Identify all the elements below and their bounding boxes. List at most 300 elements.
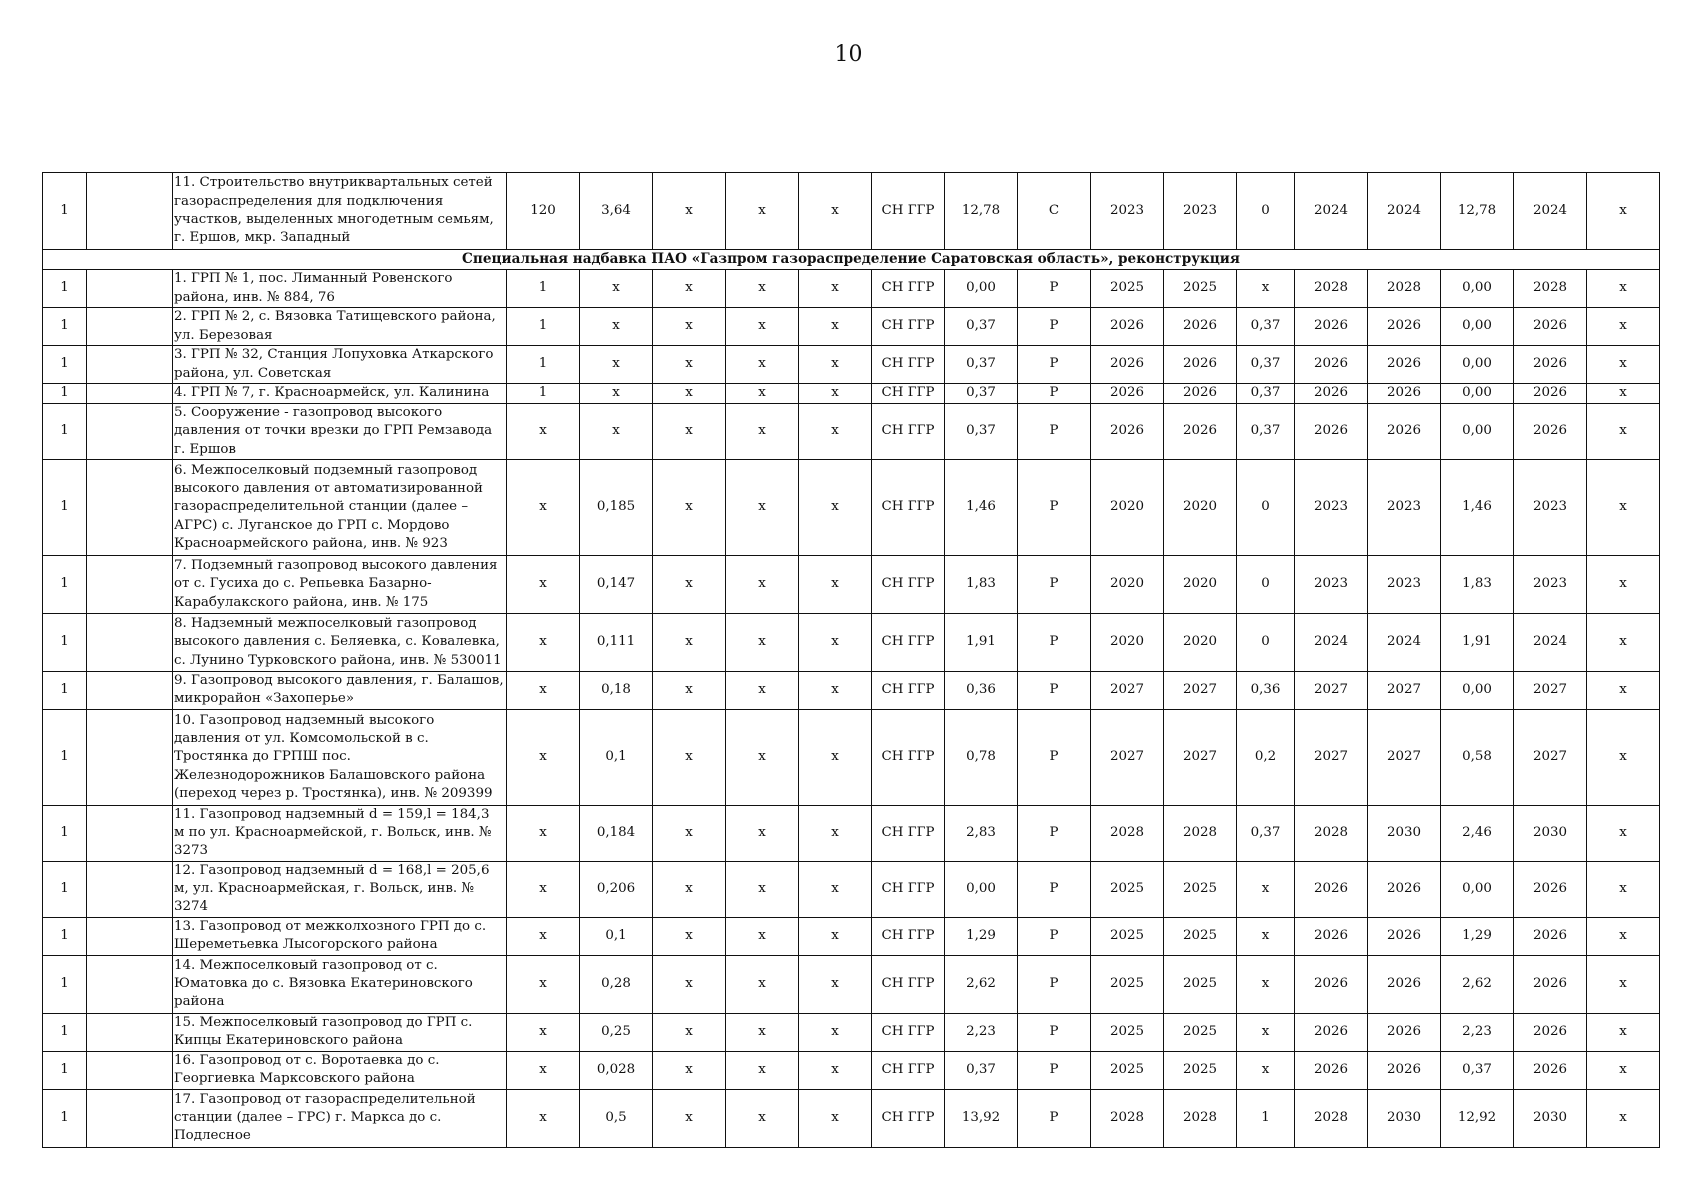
table-cell: 2027 bbox=[1295, 709, 1368, 805]
table-cell: 2026 bbox=[1368, 1013, 1441, 1051]
table-cell: x bbox=[653, 955, 726, 1013]
table-cell: 0,1 bbox=[580, 917, 653, 955]
table-cell: 0,78 bbox=[945, 709, 1018, 805]
table-row bbox=[43, 1051, 1660, 1089]
table-cell: 2023 bbox=[1368, 459, 1441, 555]
table-cell: x bbox=[726, 955, 799, 1013]
table-cell: Р bbox=[1018, 1013, 1091, 1051]
table-cell: 12,78 bbox=[1441, 173, 1514, 250]
table-cell: 0 bbox=[1237, 555, 1295, 613]
table-cell: x bbox=[507, 955, 580, 1013]
table-cell: 2030 bbox=[1368, 805, 1441, 861]
table-cell: 2026 bbox=[1295, 861, 1368, 917]
table-cell: 2026 bbox=[1091, 384, 1164, 404]
table-cell: 0 bbox=[1237, 459, 1295, 555]
row-number-cell: 1 bbox=[43, 955, 87, 1013]
table-row bbox=[43, 861, 1660, 917]
table-cell: x bbox=[726, 709, 799, 805]
table-cell: 0,00 bbox=[1441, 404, 1514, 460]
table-cell: x bbox=[1587, 709, 1660, 805]
table-cell: x bbox=[1587, 1089, 1660, 1147]
table-cell: СН ГГР bbox=[872, 709, 945, 805]
table-cell: СН ГГР bbox=[872, 555, 945, 613]
table-cell: СН ГГР bbox=[872, 459, 945, 555]
table-cell: 0,1 bbox=[580, 709, 653, 805]
table-cell: СН ГГР bbox=[872, 308, 945, 346]
table-cell: 2026 bbox=[1514, 1051, 1587, 1089]
table-cell: 2,83 bbox=[945, 805, 1018, 861]
table-cell: 0,37 bbox=[1237, 805, 1295, 861]
table-cell: x bbox=[1587, 555, 1660, 613]
table-cell: 2023 bbox=[1295, 459, 1368, 555]
table-cell: 2028 bbox=[1164, 1089, 1237, 1147]
row-number-cell: 1 bbox=[43, 1089, 87, 1147]
table-cell bbox=[87, 459, 173, 555]
table-row bbox=[43, 308, 1660, 346]
table-cell: Р bbox=[1018, 555, 1091, 613]
table-cell: x bbox=[799, 404, 872, 460]
row-number-cell: 1 bbox=[43, 613, 87, 671]
table-cell: 2026 bbox=[1368, 955, 1441, 1013]
table-cell bbox=[87, 1089, 173, 1147]
table-cell: 0,36 bbox=[945, 671, 1018, 709]
table-cell: 1,46 bbox=[1441, 459, 1514, 555]
table-cell: x bbox=[653, 404, 726, 460]
table-cell bbox=[87, 173, 173, 250]
table-cell: 2025 bbox=[1091, 1051, 1164, 1089]
table-cell: 2023 bbox=[1514, 459, 1587, 555]
table-cell: x bbox=[1237, 270, 1295, 308]
table-cell: 2023 bbox=[1091, 173, 1164, 250]
table-cell: 2023 bbox=[1164, 173, 1237, 250]
table-cell: 1,91 bbox=[945, 613, 1018, 671]
table-cell: x bbox=[1587, 404, 1660, 460]
table-cell: x bbox=[799, 1089, 872, 1147]
table-cell: 2030 bbox=[1514, 805, 1587, 861]
table-cell: 2023 bbox=[1295, 555, 1368, 613]
table-cell bbox=[87, 1051, 173, 1089]
table-cell: x bbox=[653, 805, 726, 861]
table-cell: СН ГГР bbox=[872, 404, 945, 460]
table-cell: 2026 bbox=[1368, 1051, 1441, 1089]
table-row bbox=[43, 805, 1660, 861]
row-number-cell: 1 bbox=[43, 861, 87, 917]
table-cell: СН ГГР bbox=[872, 917, 945, 955]
table-row bbox=[43, 1089, 1660, 1147]
table-cell: 2020 bbox=[1091, 555, 1164, 613]
table-cell: x bbox=[580, 384, 653, 404]
table-cell: x bbox=[507, 459, 580, 555]
table-cell: x bbox=[726, 805, 799, 861]
table-cell: 1 bbox=[507, 346, 580, 384]
table-cell: x bbox=[799, 1051, 872, 1089]
table-cell: x bbox=[1587, 270, 1660, 308]
table-cell: 2026 bbox=[1514, 917, 1587, 955]
table-cell bbox=[87, 384, 173, 404]
table-cell: 0,00 bbox=[1441, 861, 1514, 917]
table-cell: x bbox=[653, 555, 726, 613]
table-cell: 2028 bbox=[1514, 270, 1587, 308]
table-cell: 2028 bbox=[1368, 270, 1441, 308]
table-cell: x bbox=[507, 1051, 580, 1089]
object-description-cell: 11. Газопровод надземный d = 159,l = 184,3 м по ул. Красноармейской, г. Вольск, инв. № 3273 bbox=[173, 805, 507, 861]
table-cell: 0,37 bbox=[1441, 1051, 1514, 1089]
object-description-cell: 4. ГРП № 7, г. Красноармейск, ул. Калинина bbox=[173, 384, 507, 404]
table-cell: 2026 bbox=[1514, 384, 1587, 404]
table-cell: 2027 bbox=[1295, 671, 1368, 709]
table-cell: x bbox=[1237, 955, 1295, 1013]
object-description-cell: 7. Подземный газопровод высокого давления от с. Гусиха до с. Репьевка Базарно-Карабулакского района, инв. № 175 bbox=[173, 555, 507, 613]
table-row bbox=[43, 709, 1660, 805]
table-row bbox=[43, 955, 1660, 1013]
table-cell: 0,00 bbox=[945, 861, 1018, 917]
table-cell: x bbox=[1587, 805, 1660, 861]
table-cell: СН ГГР bbox=[872, 861, 945, 917]
table-cell: 0,37 bbox=[945, 308, 1018, 346]
table-cell: 2024 bbox=[1368, 613, 1441, 671]
row-number-cell: 1 bbox=[43, 555, 87, 613]
table-cell: 2027 bbox=[1368, 709, 1441, 805]
table-cell: x bbox=[653, 917, 726, 955]
table-cell: x bbox=[653, 384, 726, 404]
table-cell: x bbox=[653, 861, 726, 917]
table-cell: 2020 bbox=[1091, 459, 1164, 555]
table-cell: 2024 bbox=[1368, 173, 1441, 250]
row-number-cell: 1 bbox=[43, 308, 87, 346]
table-cell: 0,37 bbox=[1237, 346, 1295, 384]
table-cell: 0,2 bbox=[1237, 709, 1295, 805]
table-cell: x bbox=[653, 1089, 726, 1147]
table-cell bbox=[87, 917, 173, 955]
table-cell: x bbox=[1237, 861, 1295, 917]
table-cell: 2020 bbox=[1164, 459, 1237, 555]
table-cell: 2026 bbox=[1368, 384, 1441, 404]
table-cell: 2026 bbox=[1368, 404, 1441, 460]
object-description-cell: 9. Газопровод высокого давления, г. Балашов, микрорайон «Захоперье» bbox=[173, 671, 507, 709]
table-cell: x bbox=[1587, 861, 1660, 917]
table-cell: 0,028 bbox=[580, 1051, 653, 1089]
table-cell: 2020 bbox=[1164, 555, 1237, 613]
table-cell: 2020 bbox=[1091, 613, 1164, 671]
table-cell: Р bbox=[1018, 384, 1091, 404]
table-cell: 12,92 bbox=[1441, 1089, 1514, 1147]
table-cell: 2025 bbox=[1091, 270, 1164, 308]
table-cell: 0,37 bbox=[1237, 384, 1295, 404]
table-cell bbox=[87, 1013, 173, 1051]
table-cell: x bbox=[1237, 1013, 1295, 1051]
table-cell: 2026 bbox=[1164, 384, 1237, 404]
table-cell: x bbox=[507, 1013, 580, 1051]
table-cell: 2026 bbox=[1164, 308, 1237, 346]
table-cell: x bbox=[1237, 1051, 1295, 1089]
table-cell: 0,37 bbox=[945, 384, 1018, 404]
table-cell: 1,46 bbox=[945, 459, 1018, 555]
table-cell: 0,37 bbox=[945, 346, 1018, 384]
table-cell: Р bbox=[1018, 1051, 1091, 1089]
table-cell: 2028 bbox=[1091, 1089, 1164, 1147]
object-description-cell: 14. Межпоселковый газопровод от с. Юматовка до с. Вязовка Екатериновского района bbox=[173, 955, 507, 1013]
table-cell: x bbox=[580, 346, 653, 384]
table-cell: x bbox=[1587, 1013, 1660, 1051]
table-cell: x bbox=[1587, 173, 1660, 250]
table-cell: 2,46 bbox=[1441, 805, 1514, 861]
object-description-cell: 3. ГРП № 32, Станция Лопуховка Аткарского района, ул. Советская bbox=[173, 346, 507, 384]
table-cell: 1,83 bbox=[1441, 555, 1514, 613]
table-cell: СН ГГР bbox=[872, 346, 945, 384]
table-cell: x bbox=[507, 917, 580, 955]
table-cell: x bbox=[580, 404, 653, 460]
object-description-cell: 2. ГРП № 2, с. Вязовка Татищевского района, ул. Березовая bbox=[173, 308, 507, 346]
table-row bbox=[43, 384, 1660, 404]
table-cell bbox=[87, 805, 173, 861]
table-cell: x bbox=[726, 555, 799, 613]
table-cell: СН ГГР bbox=[872, 1051, 945, 1089]
table-cell: Р bbox=[1018, 270, 1091, 308]
table-cell: x bbox=[726, 1013, 799, 1051]
table-cell: x bbox=[653, 308, 726, 346]
table-cell: x bbox=[799, 917, 872, 955]
table-cell: x bbox=[580, 308, 653, 346]
table-cell: 0,28 bbox=[580, 955, 653, 1013]
table-row bbox=[43, 173, 1660, 250]
table-cell: 2024 bbox=[1514, 613, 1587, 671]
table-cell: x bbox=[799, 709, 872, 805]
table-cell: 2026 bbox=[1295, 404, 1368, 460]
object-description-cell: 8. Надземный межпоселковый газопровод высокого давления с. Беляевка, с. Ковалевка, с. Лунино Турковского района, инв. № 530011 bbox=[173, 613, 507, 671]
table-cell: 120 bbox=[507, 173, 580, 250]
table-row bbox=[43, 459, 1660, 555]
table-cell: 2024 bbox=[1295, 173, 1368, 250]
table-cell: x bbox=[507, 613, 580, 671]
table-cell: 2025 bbox=[1091, 955, 1164, 1013]
table-cell: x bbox=[726, 173, 799, 250]
table-cell: 2026 bbox=[1368, 308, 1441, 346]
table-cell: 2,23 bbox=[945, 1013, 1018, 1051]
table-cell: 2026 bbox=[1514, 308, 1587, 346]
table-row bbox=[43, 671, 1660, 709]
table-cell: x bbox=[580, 270, 653, 308]
table-cell: 1 bbox=[1237, 1089, 1295, 1147]
table-cell bbox=[87, 346, 173, 384]
table-cell: 2027 bbox=[1368, 671, 1441, 709]
table-cell: x bbox=[799, 555, 872, 613]
table-cell: 2028 bbox=[1295, 805, 1368, 861]
row-number-cell: 1 bbox=[43, 384, 87, 404]
table-cell: 2026 bbox=[1295, 917, 1368, 955]
section-title: Специальная надбавка ПАО «Газпром газораспределение Саратовская область», реконструкция bbox=[43, 250, 1660, 270]
table-cell: 2026 bbox=[1164, 404, 1237, 460]
table-cell: 2020 bbox=[1164, 613, 1237, 671]
table-cell: 2026 bbox=[1368, 861, 1441, 917]
table-cell: Р bbox=[1018, 459, 1091, 555]
table-cell: 0 bbox=[1237, 173, 1295, 250]
table-cell: x bbox=[799, 955, 872, 1013]
table-cell: Р bbox=[1018, 917, 1091, 955]
table-cell: 0,00 bbox=[1441, 346, 1514, 384]
table-cell: x bbox=[507, 555, 580, 613]
object-description-cell: 5. Сооружение - газопровод высокого давления от точки врезки до ГРП Ремзавода г. Ершов bbox=[173, 404, 507, 460]
table-cell: 2026 bbox=[1514, 861, 1587, 917]
table-cell: 2028 bbox=[1164, 805, 1237, 861]
table-cell: Р bbox=[1018, 709, 1091, 805]
table-cell: Р bbox=[1018, 805, 1091, 861]
table-cell: 2025 bbox=[1091, 917, 1164, 955]
table-cell bbox=[87, 709, 173, 805]
table-cell: 2027 bbox=[1091, 671, 1164, 709]
table-cell: 2025 bbox=[1164, 270, 1237, 308]
table-cell: 2026 bbox=[1091, 308, 1164, 346]
table-cell: 1 bbox=[507, 308, 580, 346]
table-cell: 2026 bbox=[1295, 308, 1368, 346]
table-cell: x bbox=[726, 384, 799, 404]
table-cell bbox=[87, 308, 173, 346]
table-cell: x bbox=[653, 709, 726, 805]
row-number-cell: 1 bbox=[43, 270, 87, 308]
table-cell: 1 bbox=[507, 384, 580, 404]
object-description-cell: 17. Газопровод от газораспределительной станции (далее – ГРС) г. Маркса до с. Подлесное bbox=[173, 1089, 507, 1147]
table-cell: 2,62 bbox=[1441, 955, 1514, 1013]
table-cell: x bbox=[507, 671, 580, 709]
table-cell: x bbox=[799, 173, 872, 250]
table-row bbox=[43, 1013, 1660, 1051]
table-cell: x bbox=[507, 709, 580, 805]
object-description-cell: 12. Газопровод надземный d = 168,l = 205,6 м, ул. Красноармейская, г. Вольск, инв. № 3274 bbox=[173, 861, 507, 917]
table-cell: 13,92 bbox=[945, 1089, 1018, 1147]
table-cell: x bbox=[1587, 308, 1660, 346]
table-cell: СН ГГР bbox=[872, 270, 945, 308]
table-cell: x bbox=[653, 173, 726, 250]
table-cell: 2028 bbox=[1295, 270, 1368, 308]
table-cell: СН ГГР bbox=[872, 173, 945, 250]
object-description-cell: 6. Межпоселковый подземный газопровод высокого давления от автоматизированной газораспределительной станции (далее – АГРС) с. Луганское до ГРП с. Мордово Красноармейского района, инв. № 923 bbox=[173, 459, 507, 555]
table-cell: 2028 bbox=[1091, 805, 1164, 861]
table-cell: 2027 bbox=[1164, 709, 1237, 805]
table-cell: 2026 bbox=[1514, 955, 1587, 1013]
table-cell: 1,83 bbox=[945, 555, 1018, 613]
table-cell: 2025 bbox=[1091, 861, 1164, 917]
table-cell: 2027 bbox=[1091, 709, 1164, 805]
table-row bbox=[43, 613, 1660, 671]
table-cell: 2027 bbox=[1164, 671, 1237, 709]
table-cell: 2026 bbox=[1514, 1013, 1587, 1051]
table-cell: 2,62 bbox=[945, 955, 1018, 1013]
table-cell: 0,00 bbox=[945, 270, 1018, 308]
table-cell bbox=[87, 270, 173, 308]
table-cell: 2026 bbox=[1295, 1013, 1368, 1051]
table-cell: 2025 bbox=[1164, 861, 1237, 917]
table-cell: Р bbox=[1018, 955, 1091, 1013]
table-cell: x bbox=[799, 1013, 872, 1051]
table-cell: x bbox=[726, 404, 799, 460]
table-cell: Р bbox=[1018, 346, 1091, 384]
table-cell: x bbox=[1587, 346, 1660, 384]
table-cell: Р bbox=[1018, 1089, 1091, 1147]
table-cell: 12,78 bbox=[945, 173, 1018, 250]
table-cell: Р bbox=[1018, 671, 1091, 709]
table-cell: 1,29 bbox=[945, 917, 1018, 955]
table-cell: 2025 bbox=[1091, 1013, 1164, 1051]
table-cell: С bbox=[1018, 173, 1091, 250]
table-cell: x bbox=[507, 1089, 580, 1147]
table-cell bbox=[87, 861, 173, 917]
table-cell: СН ГГР bbox=[872, 384, 945, 404]
table-cell: x bbox=[799, 346, 872, 384]
row-number-cell: 1 bbox=[43, 404, 87, 460]
table-cell: x bbox=[653, 346, 726, 384]
table-cell bbox=[87, 613, 173, 671]
table-cell: 2024 bbox=[1514, 173, 1587, 250]
table-cell: 0,58 bbox=[1441, 709, 1514, 805]
section-header-row bbox=[43, 250, 1660, 270]
table-cell: x bbox=[726, 308, 799, 346]
table-cell: 0,00 bbox=[1441, 270, 1514, 308]
table-cell: 1 bbox=[507, 270, 580, 308]
table-cell: СН ГГР bbox=[872, 805, 945, 861]
table-cell: Р bbox=[1018, 404, 1091, 460]
table-cell: x bbox=[726, 459, 799, 555]
table-cell: 2024 bbox=[1295, 613, 1368, 671]
table-cell: 0,37 bbox=[1237, 404, 1295, 460]
table-cell: 3,64 bbox=[580, 173, 653, 250]
table-cell: x bbox=[799, 270, 872, 308]
table-cell: 2028 bbox=[1295, 1089, 1368, 1147]
table-cell: x bbox=[799, 308, 872, 346]
table-cell: x bbox=[726, 1051, 799, 1089]
table-cell: 2026 bbox=[1368, 917, 1441, 955]
table-cell: Р bbox=[1018, 861, 1091, 917]
table-cell bbox=[87, 555, 173, 613]
row-number-cell: 1 bbox=[43, 805, 87, 861]
table-cell: x bbox=[1587, 459, 1660, 555]
table-cell: x bbox=[1237, 917, 1295, 955]
table-cell: 2026 bbox=[1514, 346, 1587, 384]
table-cell: 2023 bbox=[1368, 555, 1441, 613]
investment-table bbox=[42, 172, 1660, 1148]
table-cell: 2026 bbox=[1091, 404, 1164, 460]
table-cell: 1,29 bbox=[1441, 917, 1514, 955]
table-cell: 2026 bbox=[1295, 384, 1368, 404]
table-cell: СН ГГР bbox=[872, 671, 945, 709]
table-cell: 0,184 bbox=[580, 805, 653, 861]
table-cell: 2026 bbox=[1295, 346, 1368, 384]
table-cell: x bbox=[507, 861, 580, 917]
table-cell: 0,00 bbox=[1441, 308, 1514, 346]
table-cell: 0,206 bbox=[580, 861, 653, 917]
table-cell: 2026 bbox=[1368, 346, 1441, 384]
table-cell: 2025 bbox=[1164, 1013, 1237, 1051]
table-cell: x bbox=[726, 1089, 799, 1147]
table-cell: x bbox=[1587, 671, 1660, 709]
row-number-cell: 1 bbox=[43, 1051, 87, 1089]
table-cell: x bbox=[799, 613, 872, 671]
table-cell: 2025 bbox=[1164, 917, 1237, 955]
table-cell: 0,18 bbox=[580, 671, 653, 709]
table-cell: x bbox=[653, 270, 726, 308]
table-cell: Р bbox=[1018, 613, 1091, 671]
table-cell: 2025 bbox=[1164, 1051, 1237, 1089]
table-cell: x bbox=[799, 861, 872, 917]
table-cell: 2027 bbox=[1514, 709, 1587, 805]
table-cell bbox=[87, 671, 173, 709]
table-cell bbox=[87, 404, 173, 460]
table-cell: 2027 bbox=[1514, 671, 1587, 709]
table-cell: 0,00 bbox=[1441, 384, 1514, 404]
table-cell: 2026 bbox=[1295, 1051, 1368, 1089]
table-cell: x bbox=[1587, 917, 1660, 955]
table-cell: x bbox=[1587, 955, 1660, 1013]
table-cell: 2030 bbox=[1514, 1089, 1587, 1147]
table-cell: СН ГГР bbox=[872, 955, 945, 1013]
